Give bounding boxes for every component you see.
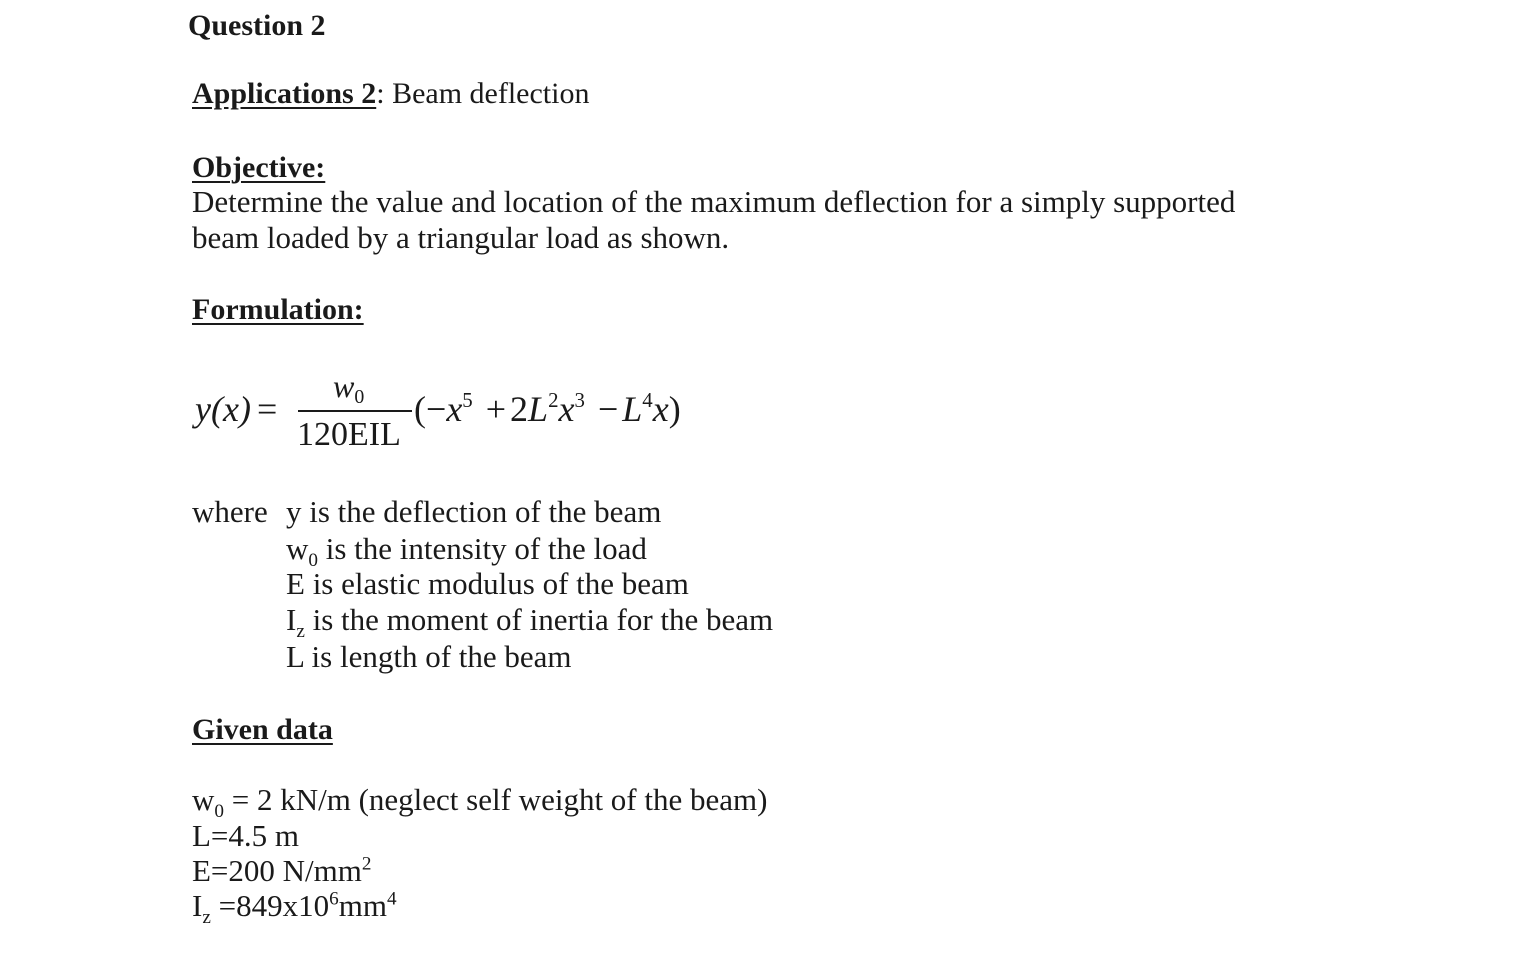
- given-w0: $w_0 = 2$ kN/m (neglect self weight of the beam): [192, 782, 768, 823]
- where-item-iz: $I_z$ is the moment of inertia for the beam: [286, 602, 774, 643]
- formulation-heading: Formulation:: [192, 293, 364, 326]
- where-item-w0: $w_0$ is the intensity of the load: [286, 531, 647, 572]
- where-label: where: [192, 494, 268, 529]
- objective-line-2: beam loaded by a triangular load as shown.: [192, 220, 730, 255]
- given-heading: Given data: [192, 713, 333, 746]
- given-iz: $I_z =849x10^6mm^4$: [192, 888, 397, 929]
- objective-heading: Objective:: [192, 151, 326, 184]
- equation-lhs: y(x) =: [195, 389, 278, 429]
- equation-denominator: 120EIL: [297, 416, 401, 453]
- question-title: Question 2: [188, 9, 326, 42]
- applications-separator: :: [376, 77, 385, 110]
- equation-numerator: w0: [333, 368, 365, 408]
- applications-line: [192, 76, 589, 112]
- fraction-bar: [298, 410, 412, 412]
- applications-text: Beam deflection: [384, 77, 590, 110]
- equation-polynomial: $(-x^5 + 2L^2x^3 - L^4x)$: [414, 388, 681, 429]
- given-l: L=4.5 m: [192, 818, 300, 853]
- where-item-y: y is the deflection of the beam: [286, 494, 662, 529]
- objective-line-1: Determine the value and location of the maximum deflection for a simply supported: [192, 184, 1236, 219]
- given-e: E=200 $N/mm^2$: [192, 853, 372, 888]
- applications-label: Applications 2: [192, 77, 377, 110]
- where-item-e: E is elastic modulus of the beam: [286, 566, 689, 601]
- where-item-l: L is length of the beam: [286, 639, 572, 674]
